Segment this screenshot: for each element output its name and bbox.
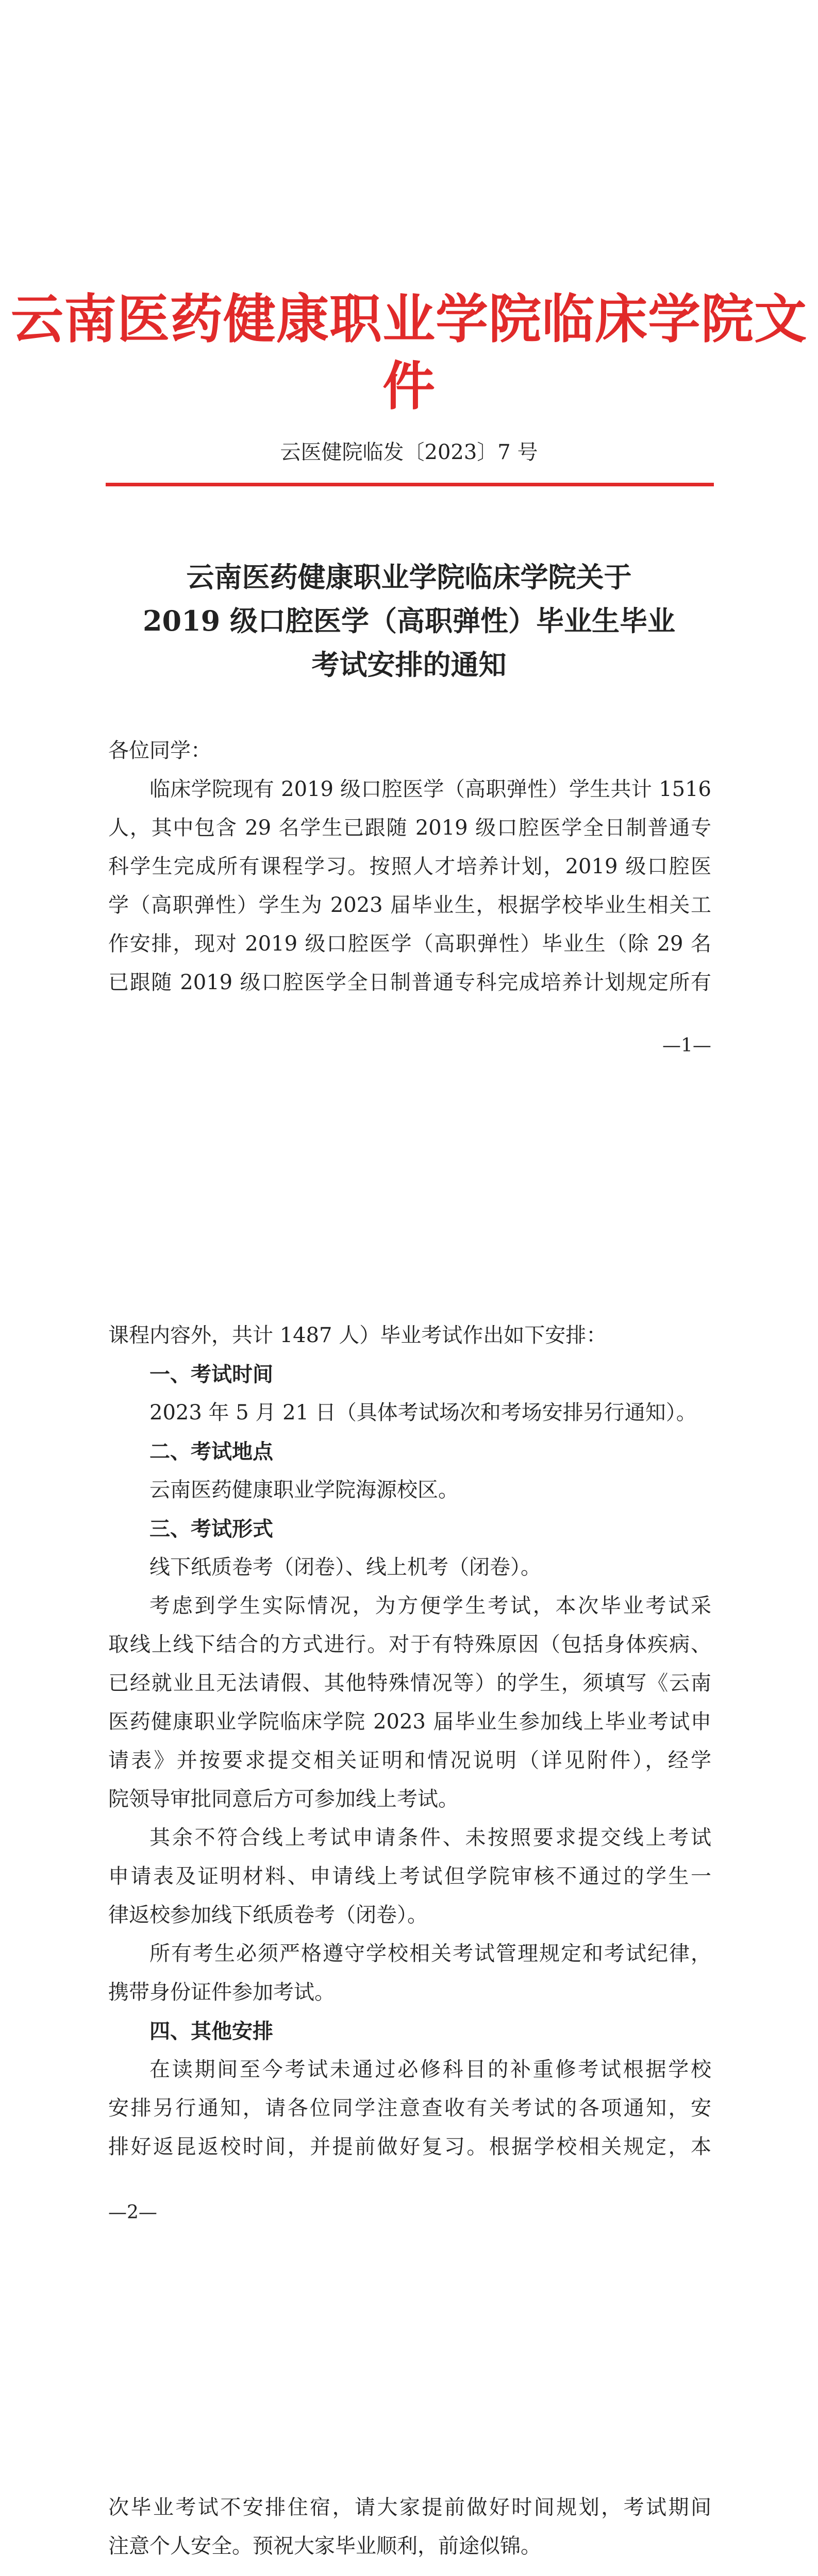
section2-title: 二、考试地点 bbox=[149, 1439, 273, 1464]
intro-line: 临床学院现有 2019 级口腔医学（高职弹性）学生共计 1516 bbox=[149, 777, 711, 801]
section3-paragraph4-line: 携带身份证件参加考试。 bbox=[108, 1980, 335, 2004]
section3-paragraph2-line: 考虑到学生实际情况，为方便学生考试，本次毕业考试采 bbox=[149, 1594, 711, 1618]
salutation: 各位同学： bbox=[108, 739, 211, 762]
notice-title-line2: 2019 级口腔医学（高职弹性）毕业生毕业 bbox=[142, 604, 676, 637]
section3-paragraph3-line: 律返校参加线下纸质卷考（闭卷）。 bbox=[108, 1903, 428, 1927]
section4-title: 四、其他安排 bbox=[149, 2019, 273, 2043]
section4-continuation-line: 次毕业考试不安排住宿，请大家提前做好时间规划，考试期间 bbox=[108, 2496, 711, 2519]
section2-body: 云南医药健康职业学院海源校区。 bbox=[149, 1478, 459, 1502]
section3-paragraph2-line: 院领导审批同意后方可参加线上考试。 bbox=[108, 1787, 459, 1811]
intro-line: 人，其中包含 29 名学生已跟随 2019 级口腔医学全日制普通专 bbox=[108, 816, 711, 840]
notice-title-line3: 考试安排的通知 bbox=[311, 648, 507, 681]
intro-line: 已跟随 2019 级口腔医学全日制普通专科完成培养计划规定所有 bbox=[108, 971, 711, 994]
section4-line: 在读期间至今考试未通过必修科目的补重修考试根据学校 bbox=[149, 2058, 711, 2081]
document-header-title: 云南医药健康职业学院临床学院文件 bbox=[11, 289, 807, 417]
page-number-1: —1— bbox=[662, 1035, 711, 1056]
section3-paragraph4-line: 所有考生必须严格遵守学校相关考试管理规定和考试纪律， bbox=[149, 1942, 711, 1965]
intro-line: 作安排，现对 2019 级口腔医学（高职弹性）毕业生（除 29 名 bbox=[108, 932, 711, 956]
section3-paragraph3-line: 其余不符合线上考试申请条件、未按照要求提交线上考试 bbox=[149, 1826, 711, 1850]
document-number: 云医健院临发〔2023〕7 号 bbox=[280, 440, 538, 464]
section3-paragraph1: 线下纸质卷考（闭卷）、线上机考（闭卷）。 bbox=[149, 1555, 541, 1579]
page-number-2: —2— bbox=[108, 2202, 157, 2223]
notice-title-line1: 云南医药健康职业学院临床学院关于 bbox=[186, 561, 632, 594]
intro-line: 科学生完成所有课程学习。按照人才培养计划，2019 级口腔医 bbox=[108, 855, 711, 878]
section1-body: 2023 年 5 月 21 日（具体考试场次和考场安排另行通知）。 bbox=[149, 1401, 697, 1425]
intro-line: 学（高职弹性）学生为 2023 届毕业生，根据学校毕业生相关工 bbox=[108, 893, 711, 917]
header-red-line bbox=[106, 483, 714, 486]
section3-paragraph2-line: 医药健康职业学院临床学院 2023 届毕业生参加线上毕业考试申 bbox=[108, 1710, 711, 1734]
intro-continuation: 课程内容外，共计 1487 人）毕业考试作出如下安排： bbox=[108, 1324, 607, 1347]
section4-line: 安排另行通知，请各位同学注意查收有关考试的各项通知，安 bbox=[108, 2096, 711, 2120]
section3-title: 三、考试形式 bbox=[149, 1517, 273, 1541]
section1-title: 一、考试时间 bbox=[149, 1362, 273, 1386]
section3-paragraph3-line: 申请表及证明材料、申请线上考试但学院审核不通过的学生一 bbox=[108, 1865, 711, 1888]
section3-paragraph2-line: 请表》并按要求提交相关证明和情况说明（详见附件），经学 bbox=[108, 1749, 711, 1772]
section3-paragraph2-line: 取线上线下结合的方式进行。对于有特殊原因（包括身体疾病、 bbox=[108, 1633, 711, 1656]
section4-continuation-line: 注意个人安全。预祝大家毕业顺利，前途似锦。 bbox=[108, 2534, 541, 2558]
section4-line: 排好返昆返校时间，并提前做好复习。根据学校相关规定，本 bbox=[108, 2135, 711, 2159]
section3-paragraph2-line: 已经就业且无法请假、其他特殊情况等）的学生，须填写《云南 bbox=[108, 1671, 711, 1695]
